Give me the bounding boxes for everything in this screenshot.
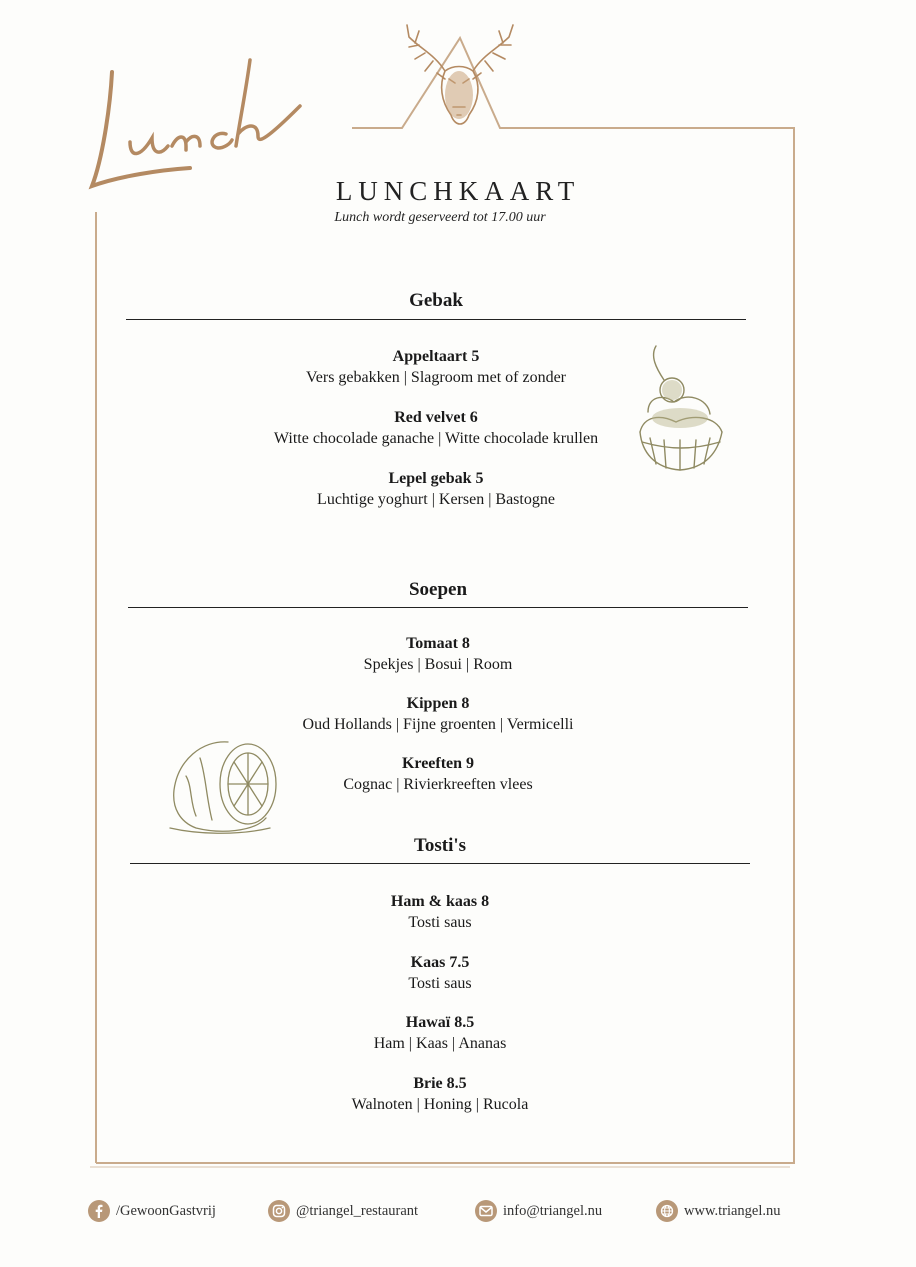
menu-item (130, 953, 750, 994)
item-description: Luchtige yoghurt | Kersen | Bastogne (317, 491, 555, 508)
section-title-soepen: Soepen (408, 579, 468, 600)
email-icon (475, 1200, 497, 1222)
email-address: info@triangel.nu (503, 1202, 603, 1219)
website-url: www.triangel.nu (684, 1202, 781, 1219)
section-title-gebak: Gebak (409, 290, 463, 311)
instagram-handle: @triangel_restaurant (296, 1202, 419, 1219)
item-name: Lepel gebak 5 (388, 470, 484, 487)
section-divider (128, 607, 748, 608)
footer-instagram[interactable] (268, 1198, 418, 1224)
menu-item (130, 1074, 750, 1115)
menu-item (128, 694, 748, 735)
item-name: Red velvet 6 (394, 409, 478, 426)
item-description: Cognac | Rivierkreeften vlees (343, 776, 533, 793)
item-name: Appeltaart 5 (392, 348, 480, 365)
section-title-tostis: Tosti's (413, 835, 467, 856)
item-name: Tomaat 8 (406, 635, 470, 652)
stag-head-icon (395, 15, 525, 133)
cake-illustration-icon (630, 342, 730, 474)
globe-icon (656, 1200, 678, 1222)
item-description: Oud Hollands | Fijne groenten | Vermicelli (302, 716, 574, 733)
menu-item (130, 892, 750, 933)
lemon-illustration-icon (166, 736, 284, 836)
page-title: LUNCHKAART (335, 176, 581, 206)
item-description: Ham | Kaas | Ananas (373, 1035, 507, 1052)
menu-item (126, 469, 746, 510)
facebook-handle: /GewoonGastvrij (116, 1202, 216, 1219)
footer-email[interactable] (475, 1198, 602, 1224)
facebook-icon (88, 1200, 110, 1222)
section-divider (126, 319, 746, 320)
instagram-icon (268, 1200, 290, 1222)
item-name: Kippen 8 (406, 695, 470, 712)
item-name: Brie 8.5 (413, 1075, 467, 1092)
menu-item (128, 634, 748, 675)
item-name: Kaas 7.5 (410, 954, 470, 971)
item-description: Tosti saus (408, 914, 472, 931)
item-description: Spekjes | Bosui | Room (363, 656, 513, 673)
item-description: Walnoten | Honing | Rucola (351, 1096, 529, 1113)
section-divider (130, 863, 750, 864)
item-description: Tosti saus (408, 975, 472, 992)
item-name: Ham & kaas 8 (390, 893, 490, 910)
item-name: Hawaï 8.5 (405, 1014, 475, 1031)
item-description: Witte chocolade ganache | Witte chocolade krullen (273, 430, 599, 447)
item-name: Kreeften 9 (401, 755, 475, 772)
page-subtitle: Lunch wordt geserveerd tot 17.00 uur (334, 210, 546, 225)
menu-item (130, 1013, 750, 1054)
item-description: Vers gebakken | Slagroom met of zonder (305, 369, 566, 386)
footer-facebook[interactable] (88, 1198, 216, 1224)
footer-website[interactable] (656, 1198, 781, 1224)
